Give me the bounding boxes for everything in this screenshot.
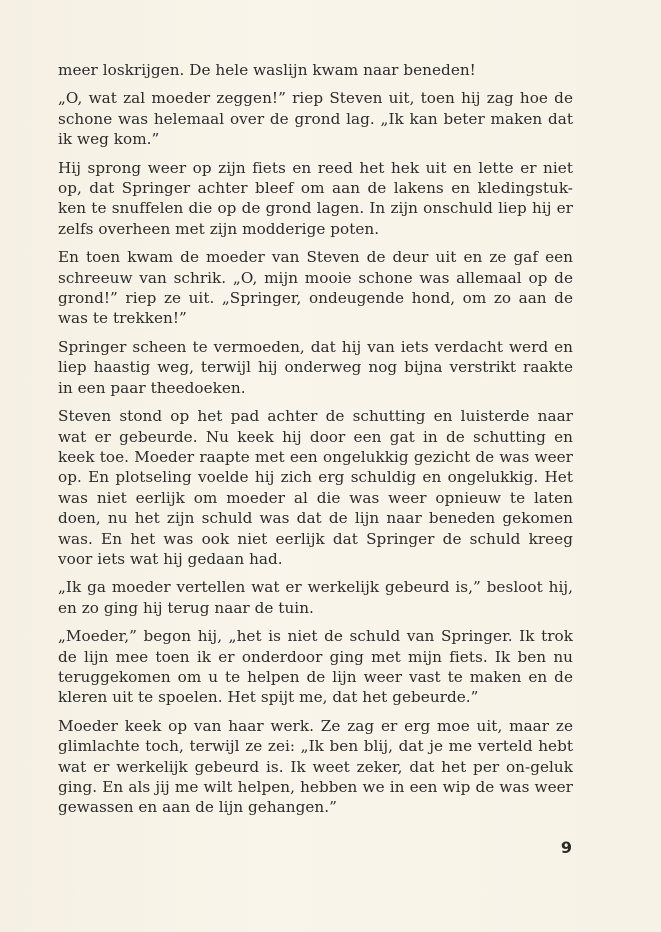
paragraph-3: Hij sprong weer op zijn fiets en reed het hek uit en lette er niet op, dat Springer achter bleef om aan de lakens en kledingstuk-ken te snuffelen die op de grond lagen. In zijn onschuld liep hij er zelfs overheen met zijn modderige poten. <box>58 158 573 238</box>
paragraph-1: meer loskrijgen. De hele waslijn kwam naar beneden! <box>58 61 476 79</box>
paragraph-4: En toen kwam de moeder van Steven de deur uit en ze gaf een schreeuw van schrik. „O, mijn mooie schone was allemaal op de grond!” riep ze uit. „Springer, ondeugende hond, om zo aan de was te trekken!” <box>58 248 573 328</box>
paragraph-9: Moeder keek op van haar werk. Ze zag er erg moe uit, maar ze glimlachte toch, terwijl ze zei: „Ik ben blij, dat je me verteld hebt wat er werkelijk gebeurd is. Ik weet zeker, dat het per on-geluk ging. En als jij me wilt helpen, hebben we in een wip de was weer gewassen en aan de lijn gehangen.” <box>58 716 573 817</box>
body-text <box>58 60 573 826</box>
paragraph-5: Springer scheen te vermoeden, dat hij van iets verdacht werd en liep haastig weg, terwijl hij onderweg nog bijna verstrikt raakte in een paar theedoeken. <box>58 337 573 397</box>
page-number: 9 <box>560 838 572 857</box>
paragraph-8: „Moeder,” begon hij, „het is niet de schuld van Springer. Ik trok de lijn mee toen ik er onderdoor ging met mijn fiets. Ik ben nu teruggekomen om u te helpen de lijn weer vast te maken en de kleren uit te spoelen. Het spijt me, dat het gebeurde.” <box>58 627 573 707</box>
paragraph-7: „Ik ga moeder vertellen wat er werkelijk gebeurd is,” besloot hij, en zo ging hij terug naar de tuin. <box>58 578 573 617</box>
paragraph-6: Steven stond op het pad achter de schutting en luisterde naar wat er gebeurde. Nu keek hij door een gat in de schutting en keek toe. Moeder raapte met een ongelukkig gezicht de was weer op. En plotseling voelde hij zich erg schuldig en ongelukkig. Het was niet eerlijk om moeder al die was weer opnieuw te laten doen, nu het zijn schuld was dat de lijn naar beneden gekomen was. En het was ook niet eerlijk dat Springer de schuld kreeg voor iets wat hij gedaan had. <box>58 407 573 568</box>
paragraph-2: „O, wat zal moeder zeggen!” riep Steven uit, toen hij zag hoe de schone was helemaal over de grond lag. „Ik kan beter maken dat ik weg kom.” <box>58 89 573 149</box>
